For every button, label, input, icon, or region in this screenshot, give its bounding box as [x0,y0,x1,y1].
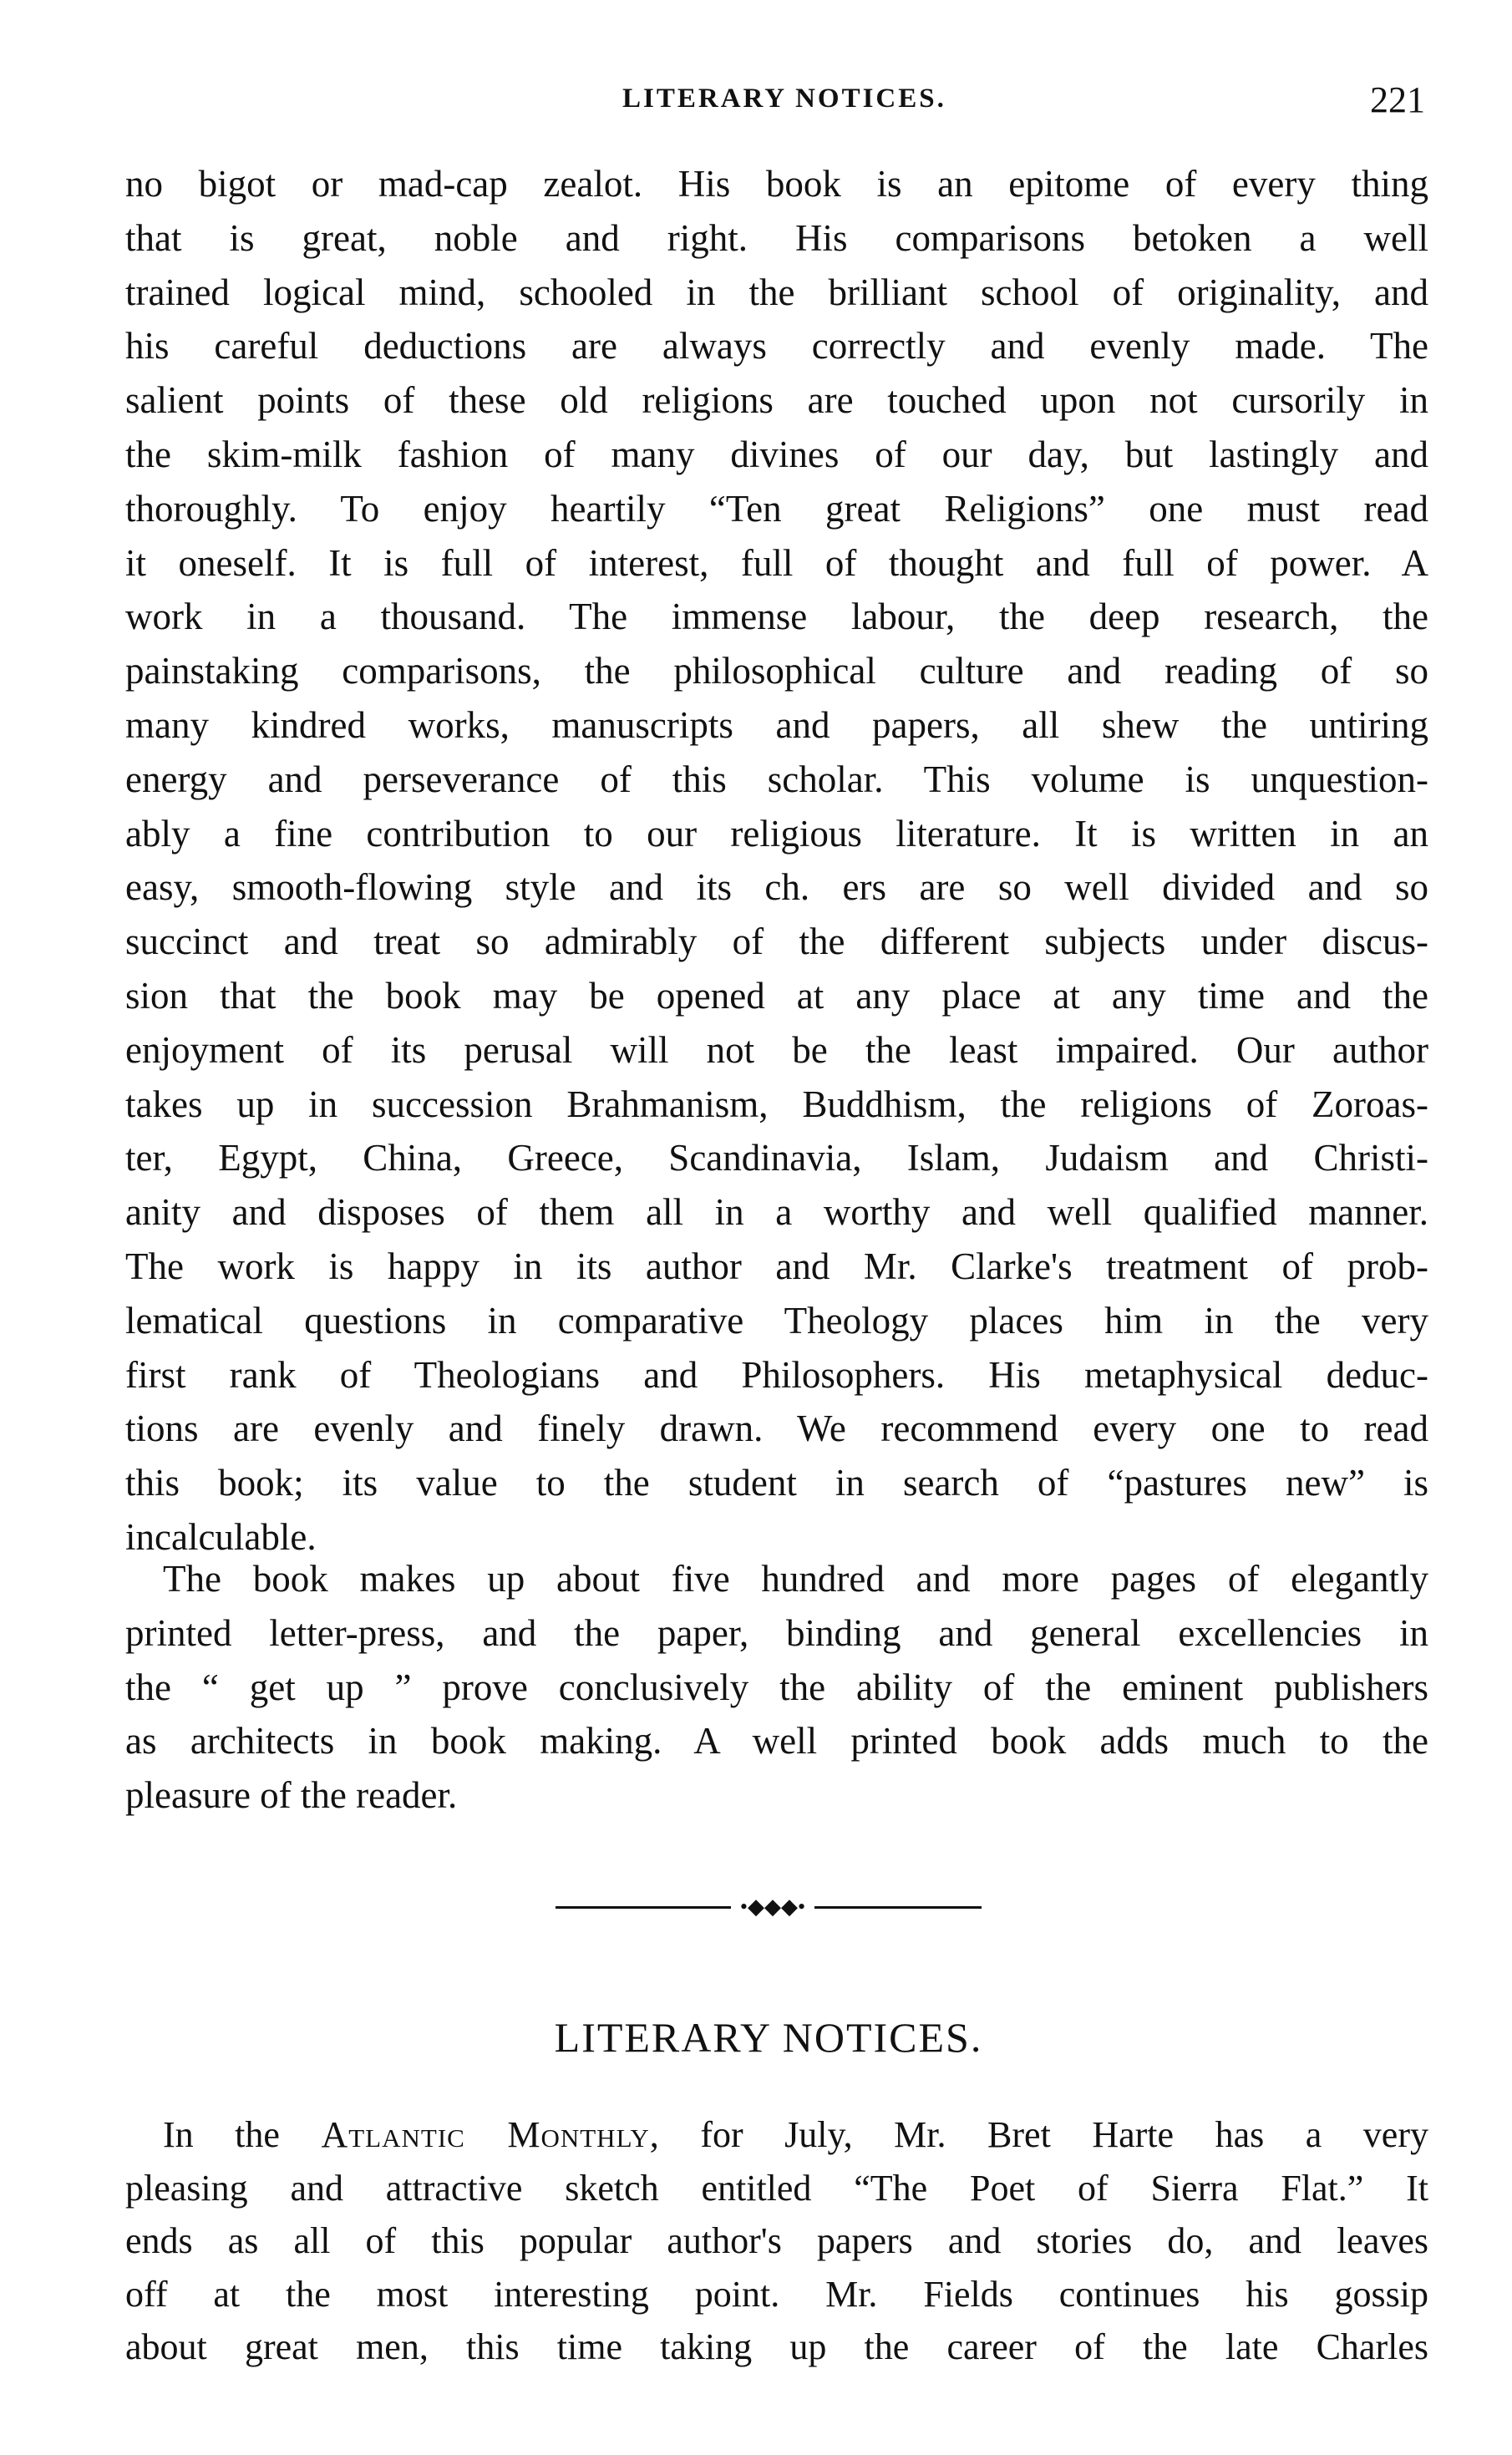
running-title: LITERARY NOTICES. [622,84,946,114]
text-line: the skim-milk fashion of many divines of our day, but lastingly and [125,433,1428,475]
text-line: his careful deductions are always correctly and evenly made. The [125,325,1428,368]
text-line: succinct and treat so admirably of the different subjects under discus- [125,921,1428,963]
page-number: 221 [1370,79,1425,120]
text-line: this book; its value to the student in search of “pastures new” is [125,1462,1428,1504]
text-line: sion that the book may be opened at any place at any time and the [125,974,1428,1017]
text-line: work in a thousand. The immense labour, the deep research, the [125,596,1428,638]
text-line: salient points of these old religions are touched upon not cursorily in [125,379,1428,422]
magazine-title: Atlantic Monthly [321,2114,650,2155]
text-line: tions are evenly and finely drawn. We recommend every one to read [125,1408,1428,1450]
text-line: that is great, noble and right. His comparisons betoken a well [125,216,1428,259]
text-line: ably a fine contribution to our religious literature. It is written in an [125,812,1428,855]
text-line: anity and disposes of them all in a worthy and well qualified manner. [125,1191,1428,1234]
section-heading: LITERARY NOTICES. [554,2014,983,2061]
text-line: enjoyment of its perusal will not be the least impaired. Our author [125,1028,1428,1071]
text-line: ter, Egypt, China, Greece, Scandinavia, Islam, Judaism and Christi- [125,1137,1428,1179]
section-divider-ornament [0,1895,1512,1920]
text-line: many kindred works, manuscripts and papers, all shew the untiring [125,703,1428,746]
text-line: the “ get up ” prove conclusively the ability of the eminent publishers [125,1666,1428,1708]
text-line: printed letter-press, and the paper, binding and general excellencies in [125,1611,1428,1654]
text-line: takes up in succession Brahmanism, Buddhism, the religions of Zoroas- [125,1083,1428,1125]
text-line: first rank of Theologians and Philosophers. His metaphysical deduc- [125,1353,1428,1396]
divider-rule-left [556,1906,731,1909]
text-line: The book makes up about five hundred and more pages of elegantly [163,1558,1428,1600]
text-line: it oneself. It is full of interest, full of thought and full of power. A [125,541,1428,584]
paragraph-atlantic-monthly [125,2108,1428,2374]
text-fragment: , for July, Mr. Bret Harte has a very [649,2114,1428,2155]
text-line: ends as all of this popular author's papers and stories do, and leaves [125,2220,1428,2261]
paragraph-publication-quality [125,1552,1428,1823]
text-line: thoroughly. To enjoy heartily “Ten great Religions” one must read [125,487,1428,530]
text-fragment: In the [163,2114,322,2155]
paragraph-continued-review [125,157,1428,1565]
text-line [125,2108,1428,2162]
divider-rule-right [814,1906,982,1909]
text-line: incalculable. [125,1515,317,1558]
text-line: easy, smooth-flowing style and its ch. ers are so well divided and so [125,866,1428,909]
text-line: pleasure of the reader. [125,1774,458,1817]
text-line: as architects in book making. A well printed book adds much to the [125,1720,1428,1763]
text-line: energy and perseverance of this scholar. This volume is unquestion- [125,758,1428,800]
text-line: off at the most interesting point. Mr. Fields continues his gossip [125,2273,1428,2315]
text-line: lematical questions in comparative Theology places him in the very [125,1299,1428,1342]
text-line: The work is happy in its author and Mr. Clarke's treatment of prob- [125,1245,1428,1287]
text-line: no bigot or mad-cap zealot. His book is an epitome of every thing [125,163,1428,205]
text-line: pleasing and attractive sketch entitled “The Poet of Sierra Flat.” It [125,2167,1428,2209]
running-head [0,79,1512,134]
divider-ornament-glyph: •◆◆◆• [739,1895,806,1919]
text-line: painstaking comparisons, the philosophical culture and reading of so [125,650,1428,692]
text-line: trained logical mind, schooled in the brilliant school of originality, and [125,271,1428,313]
text-line: about great men, this time taking up the career of the late Charles [125,2326,1428,2367]
